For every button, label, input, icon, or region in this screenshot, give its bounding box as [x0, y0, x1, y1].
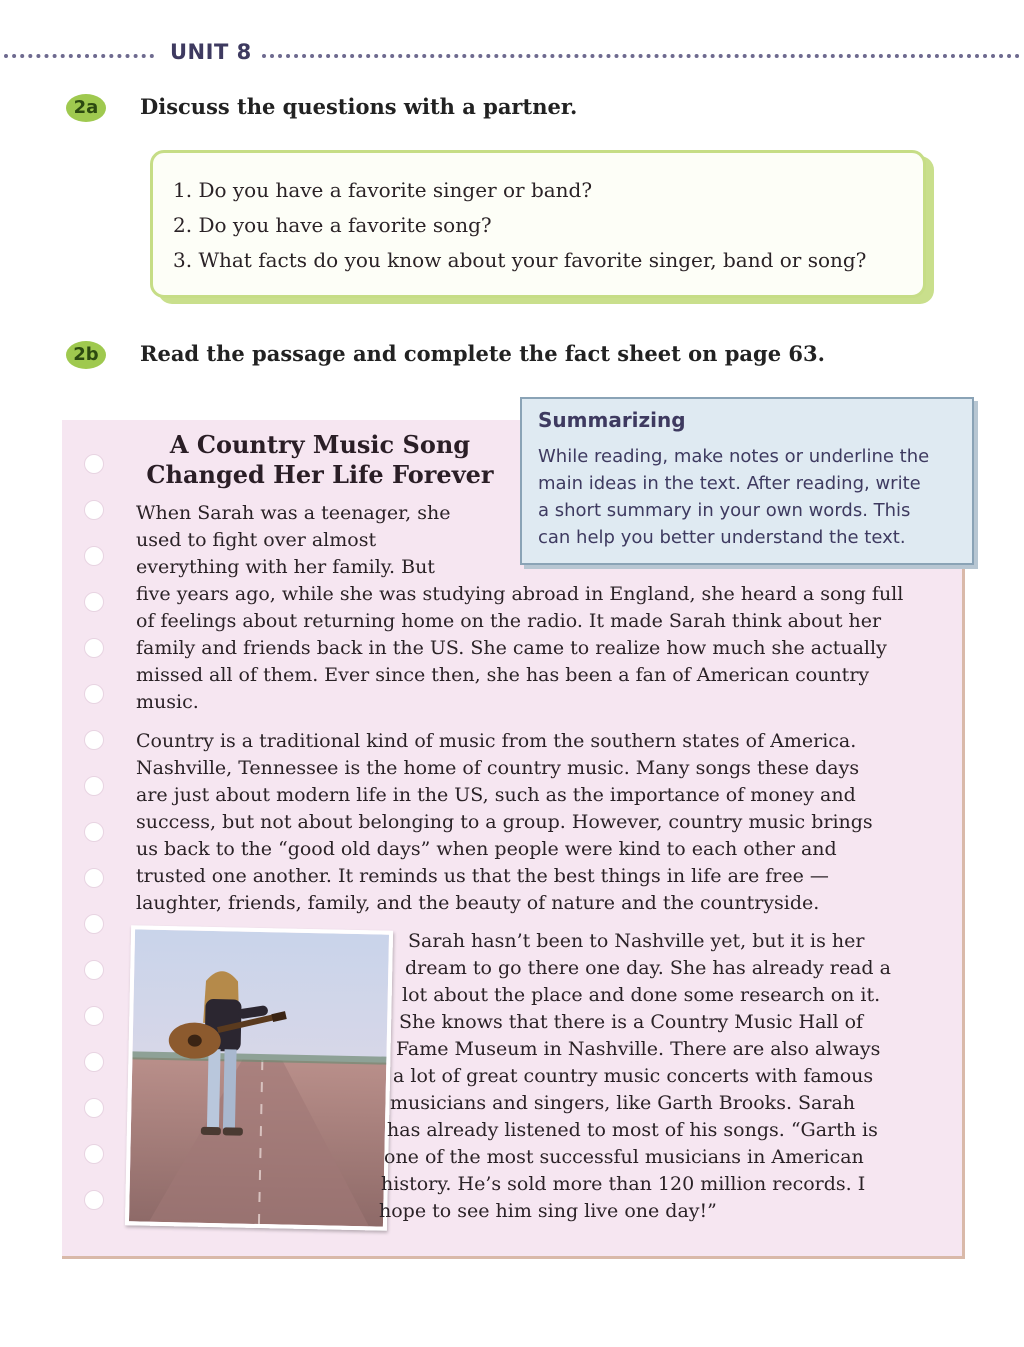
- passage-line: has already listened to most of his songs. “Garth is: [387, 1119, 878, 1141]
- passage-line: lot about the place and done some research on it.: [402, 984, 881, 1006]
- binder-hole: [84, 822, 104, 842]
- passage-line: Fame Museum in Nashville. There are also always: [396, 1038, 881, 1060]
- passage-line: Sarah hasn’t been to Nashville yet, but it is her: [408, 930, 865, 952]
- passage-title-line: Changed Her Life Forever: [146, 460, 494, 489]
- passage-title: [120, 430, 520, 490]
- passage-line: She knows that there is a Country Music Hall of: [399, 1011, 864, 1033]
- passage-line: trusted one another. It reminds us that the best things in life are free —: [136, 865, 829, 887]
- exercise-2b-instruction: Read the passage and complete the fact sheet on page 63.: [140, 341, 825, 366]
- discussion-question-list: [173, 173, 866, 278]
- header-dotted-rule-right: [262, 54, 1020, 58]
- tip-line: main ideas in the text. After reading, write: [538, 473, 921, 494]
- binder-hole: [84, 500, 104, 520]
- discussion-question: 1. Do you have a favorite singer or band?: [173, 178, 593, 202]
- binder-hole: [84, 546, 104, 566]
- passage-line: Country is a traditional kind of music from the southern states of America.: [136, 730, 857, 752]
- binder-hole: [84, 868, 104, 888]
- binder-hole: [84, 454, 104, 474]
- discussion-questions-box: [150, 150, 926, 298]
- discussion-question: 3. What facts do you know about your favorite singer, band or song?: [173, 248, 867, 272]
- exercise-2b-badge: 2b: [66, 341, 106, 369]
- tip-title: Summarizing: [538, 408, 686, 432]
- passage-line: musicians and singers, like Garth Brooks. Sarah: [390, 1092, 856, 1114]
- tip-line: a short summary in your own words. This: [538, 500, 911, 521]
- discussion-question: 2. Do you have a favorite song?: [173, 213, 492, 237]
- passage-line: history. He’s sold more than 120 million records. I: [381, 1173, 866, 1195]
- passage-line: missed all of them. Ever since then, she has been a fan of American country: [136, 664, 870, 686]
- passage-title-line: A Country Music Song: [169, 430, 471, 459]
- passage-line: hope to see him sing live one day!”: [379, 1200, 717, 1222]
- passage-line: laughter, friends, family, and the beauty of nature and the countryside.: [136, 892, 820, 914]
- passage-line: of feelings about returning home on the radio. It made Sarah think about her: [136, 610, 882, 632]
- tip-line: While reading, make notes or underline the: [538, 446, 930, 467]
- passage-line: family and friends back in the US. She came to realize how much she actually: [136, 637, 887, 659]
- unit-title: UNIT 8: [170, 40, 252, 64]
- passage-paragraph-3: [0, 928, 1024, 1225]
- passage-line: us back to the “good old days” when people were kind to each other and: [136, 838, 837, 860]
- passage-line: success, but not about belonging to a group. However, country music brings: [136, 811, 873, 833]
- binder-hole: [84, 638, 104, 658]
- binder-hole: [84, 684, 104, 704]
- passage-line: used to fight over almost: [136, 529, 377, 551]
- passage-line: dream to go there one day. She has already read a: [405, 957, 891, 979]
- header-dotted-rule-left: [4, 54, 154, 58]
- passage-line: everything with her family. But: [136, 556, 435, 578]
- passage-line: are just about modern life in the US, such as the importance of money and: [136, 784, 856, 806]
- passage-paragraph-2: [136, 728, 873, 917]
- passage-line: one of the most successful musicians in American: [384, 1146, 864, 1168]
- passage-line: When Sarah was a teenager, she: [136, 502, 451, 524]
- passage-line: five years ago, while she was studying abroad in England, she heard a song full: [136, 583, 904, 605]
- passage-paragraph-1: [136, 500, 903, 716]
- unit-header: [0, 40, 1024, 70]
- passage-line: music.: [136, 691, 199, 713]
- tip-line: can help you better understand the text.: [538, 527, 906, 548]
- binder-hole: [84, 730, 104, 750]
- passage-line: a lot of great country music concerts with famous: [393, 1065, 874, 1087]
- exercise-2a-badge: 2a: [66, 94, 106, 122]
- exercise-2a-instruction: Discuss the questions with a partner.: [140, 94, 578, 119]
- binder-hole: [84, 592, 104, 612]
- passage-line: Nashville, Tennessee is the home of country music. Many songs these days: [136, 757, 860, 779]
- binder-hole: [84, 776, 104, 796]
